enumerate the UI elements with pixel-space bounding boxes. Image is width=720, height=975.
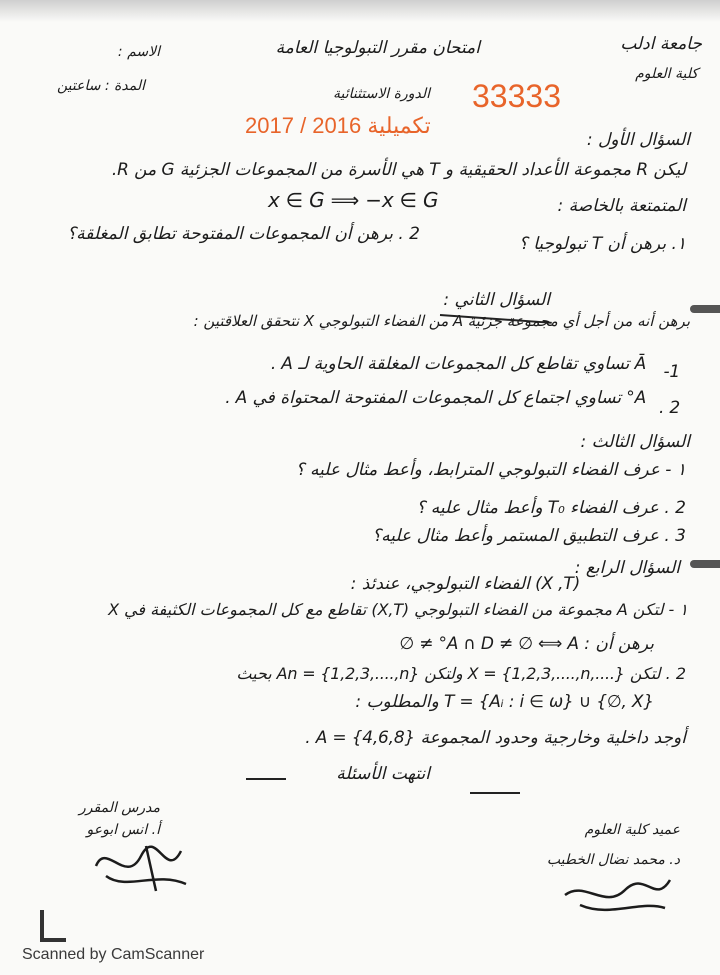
q3-item-1: ١ - عرف الفضاء التبولوجي المترابط، وأعط مثال عليه ؟: [295, 460, 686, 480]
q4-item-2: 2 . لتكن X = {1,2,3,....,n,....} ولتكن An = {1,2,3,....,n} بحيث: [236, 664, 686, 683]
scan-artifact: [690, 560, 720, 568]
university-name: جامعة ادلب: [620, 34, 702, 54]
q4-intro: (X ,T) الفضاء التبولوجي، عندئذ :: [350, 574, 580, 594]
scan-shadow: [0, 0, 720, 22]
scan-corner: [40, 910, 44, 940]
scanner-watermark: Scanned by CamScanner: [22, 946, 205, 963]
signature-left-scribble: [86, 836, 206, 896]
q1-title: السؤال الأول :: [586, 130, 690, 150]
q2-intro: برهن أنه من أجل أي مجموعة جزئية A من الفضاء التبولوجي X نتحقق العلاقتين :: [193, 312, 690, 330]
q1-item-2: 2 . برهن أن المجموعات المفتوحة تطابق المغلقة؟: [67, 224, 420, 244]
closing-dash-right: [470, 792, 520, 794]
q1-line1: ليكن R مجموعة الأعداد الحقيقية و T هي الأسرة من المجموعات الجزئية G من R.: [111, 160, 686, 180]
stamp-year: تكميلية 2016 / 2017: [245, 113, 431, 138]
exam-title: امتحان مقرر التبولوجيا العامة: [275, 38, 480, 58]
q4-item-1: ١ - لتكن A مجموعة من الفضاء التبولوجي (X,T) تقاطع مع كل المجموعات الكثيفة في X: [108, 600, 688, 619]
q4-item-1b: برهن أن : A ∩ D ≠ ∅ ⟺ A° ≠ ∅: [399, 634, 654, 654]
q3-title: السؤال الثالث :: [580, 432, 690, 452]
signature-left-title: مدرس المقرر: [79, 800, 160, 816]
q3-item-2: 2 . عرف الفضاء T₀ وأعط مثال عليه ؟: [416, 498, 686, 518]
q1-item-1: ١. برهن أن T تبولوجيا ؟: [518, 234, 686, 254]
closing-text: انتهت الأسئلة: [336, 764, 430, 784]
q2-item-2-num: 2 .: [658, 398, 680, 418]
q2-item-2: A° تساوي اجتماع كل المجموعات المفتوحة المحتواة في A .: [225, 388, 646, 408]
q2-item-1-num: 1-: [663, 362, 680, 382]
stamp-number: 33333: [472, 78, 561, 114]
signature-right-scribble: [560, 870, 680, 920]
duration: المدة : ساعتين: [56, 78, 145, 94]
q3-item-3: 3 . عرف التطبيق المستمر وأعط مثال عليه؟: [372, 526, 686, 546]
signature-left-name: أ. انس ابوعو: [86, 822, 160, 838]
scan-artifact: [690, 305, 720, 313]
q4-title: السؤال الرابع :: [574, 558, 680, 578]
faculty-name: كلية العلوم: [635, 66, 698, 82]
q2-title: السؤال الثاني :: [443, 290, 550, 310]
q2-item-1: Ā تساوي تقاطع كل المجموعات المغلقة الحاوية لـ A .: [270, 354, 646, 374]
q1-line2-label: المتمتعة بالخاصة :: [557, 196, 686, 216]
name-label: الاسم :: [117, 44, 160, 60]
exam-session: الدورة الاستثنائية: [333, 86, 430, 102]
q1-property: x ∈ G ⟹ −x ∈ G: [268, 188, 439, 212]
signature-right-name: د. محمد نضال الخطيب: [546, 852, 680, 868]
q4-item-2b: T = {Aᵢ : i ∈ ω} ∪ {∅, X} والمطلوب :: [355, 692, 654, 712]
scan-corner: [40, 938, 66, 942]
q4-item-2c: أوجد داخلية وخارجية وحدود المجموعة A = {4,6,8} .: [305, 728, 686, 748]
signature-right-title: عميد كلية العلوم: [584, 822, 680, 838]
closing-dash-left: [246, 778, 286, 780]
